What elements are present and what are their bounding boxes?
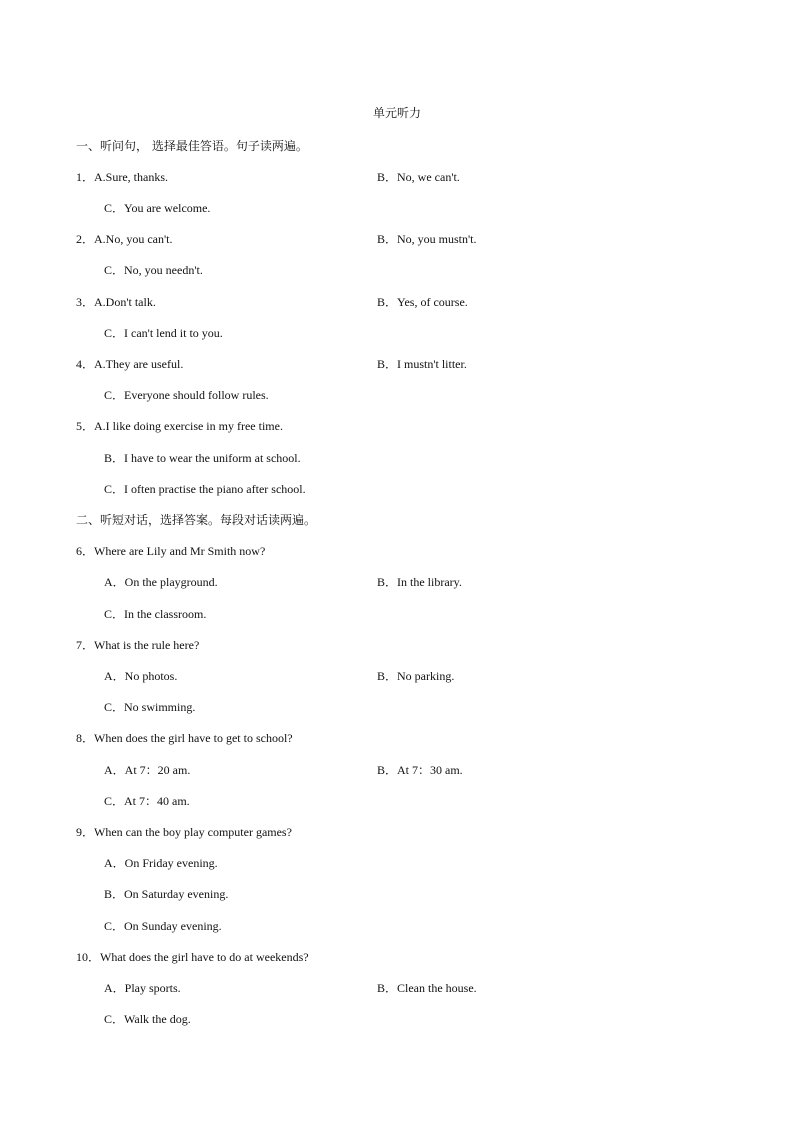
option-a: A.They are useful. — [94, 357, 184, 371]
option-b: B．Clean the house. — [377, 981, 477, 995]
question-6: 6．Where are Lily and Mr Smith now? — [76, 544, 266, 558]
option-c: C．At 7：40 am. — [104, 794, 190, 808]
question-9: 9．When can the boy play computer games? — [76, 825, 292, 839]
option-c: C．You are welcome. — [104, 201, 211, 215]
option-c: C．Everyone should follow rules. — [104, 388, 269, 402]
option-c: C．No, you needn't. — [104, 263, 203, 277]
option-b: B．No, we can't. — [377, 170, 460, 184]
option-c: C．I can't lend it to you. — [104, 326, 223, 340]
option-b: B．Yes, of course. — [377, 295, 468, 309]
option-c: C．In the classroom. — [104, 607, 207, 621]
section1-heading: 一、听问句， 选择最佳答语。句子读两遍。 — [76, 139, 308, 153]
section2-heading: 二、听短对话，选择答案。每段对话读两遍。 — [76, 513, 317, 527]
page-title: 单元听力 — [372, 106, 421, 120]
option-b: B．I mustn't litter. — [377, 357, 467, 371]
option-a: A.Sure, thanks. — [94, 170, 169, 184]
question-2 — [76, 230, 173, 247]
option-b: B．No, you mustn't. — [377, 232, 477, 246]
option-a: A．No photos. — [104, 669, 178, 683]
question-number: 2． — [76, 232, 95, 246]
question-5 — [76, 417, 283, 434]
question-4 — [76, 355, 183, 372]
option-a: A．At 7：20 am. — [104, 763, 191, 777]
question-10: 10．What does the girl have to do at weekends? — [76, 950, 309, 964]
option-b: B．On Saturday evening. — [104, 887, 229, 901]
option-a: A.I like doing exercise in my free time. — [94, 419, 283, 433]
option-a: A．Play sports. — [104, 981, 181, 995]
option-b: B．No parking. — [377, 669, 455, 683]
question-number: 4． — [76, 357, 95, 371]
option-a: A．On the playground. — [104, 575, 218, 589]
question-number: 5． — [76, 419, 95, 433]
option-b: B．At 7：30 am. — [377, 763, 463, 777]
question-1 — [76, 168, 168, 185]
option-b: B．I have to wear the uniform at school. — [104, 451, 301, 465]
option-c: C．Walk the dog. — [104, 1012, 191, 1026]
question-number: 3． — [76, 295, 95, 309]
question-number: 1． — [76, 170, 95, 184]
option-a: A．On Friday evening. — [104, 856, 218, 870]
option-a: A.Don't talk. — [94, 295, 156, 309]
option-c: C．No swimming. — [104, 700, 196, 714]
option-c: C．On Sunday evening. — [104, 919, 222, 933]
question-3 — [76, 293, 156, 310]
option-b: B．In the library. — [377, 575, 462, 589]
option-c: C．I often practise the piano after school. — [104, 482, 306, 496]
option-a: A.No, you can't. — [94, 232, 173, 246]
question-7: 7．What is the rule here? — [76, 638, 200, 652]
question-8: 8．When does the girl have to get to school? — [76, 731, 293, 745]
